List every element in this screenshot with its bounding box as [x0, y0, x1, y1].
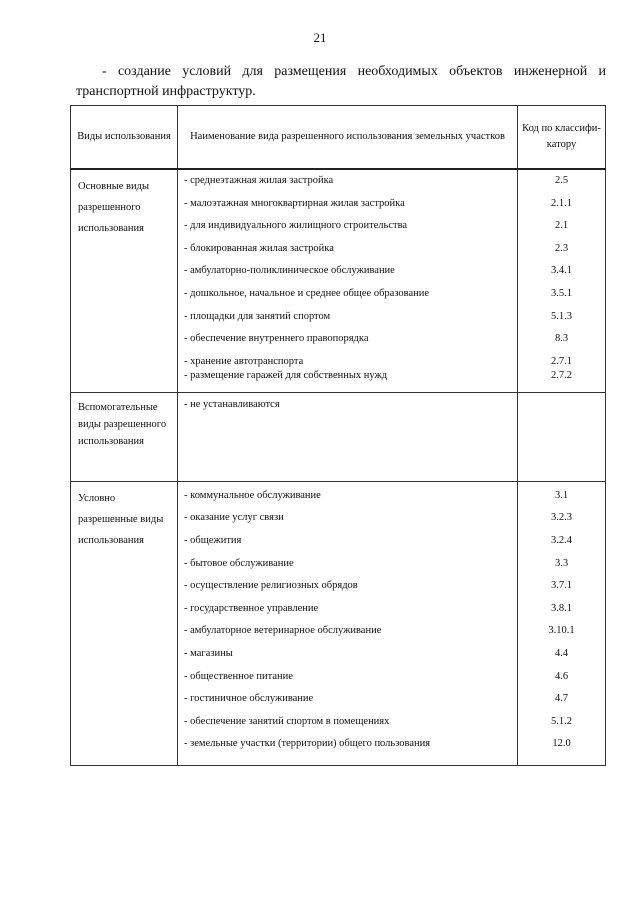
- code-item: 3.10.1: [548, 625, 575, 637]
- table-row: [71, 392, 606, 481]
- use-item: - коммунальное обслуживание: [184, 489, 321, 501]
- use-item: - бытовое обслуживание: [184, 557, 294, 569]
- code-item: 3.8.1: [551, 602, 572, 614]
- table-row: [71, 481, 606, 765]
- header-category: Виды использования: [71, 106, 178, 170]
- header-use-name: Наименование вида разрешенного использования земельных участков: [178, 106, 518, 170]
- permitted-use-table: [70, 105, 606, 766]
- table-header-row: [71, 106, 606, 170]
- code-item: 2.1.1: [551, 197, 572, 209]
- use-item: - малоэтажная многоквартирная жилая застройка: [184, 197, 405, 209]
- code-item: 5.1.2: [551, 715, 572, 727]
- use-item: - государственное управление: [184, 602, 319, 614]
- use-item: - для индивидуального жилищного строительства: [184, 220, 408, 232]
- code-item: 2.5: [554, 175, 569, 186]
- use-list-cell: [178, 169, 518, 392]
- code-item: 3.1: [554, 489, 569, 501]
- code-item: 4.6: [554, 670, 569, 682]
- use-list-cell: [178, 392, 518, 481]
- code-item: 4.4: [554, 647, 569, 659]
- code-item: 2.1: [554, 220, 569, 232]
- use-item: - размещение гаражей для собственных нужд: [184, 369, 388, 381]
- category-cell: Основные виды разрешенного использования: [71, 169, 178, 392]
- use-item: - оказание услуг связи: [184, 512, 284, 524]
- use-item: - магазины: [184, 647, 233, 659]
- use-item: - не устанавливаются: [184, 398, 280, 410]
- code-item: [518, 396, 605, 419]
- use-item: - обеспечение занятий спортом в помещениях: [184, 715, 390, 727]
- use-item: - среднеэтажная жилая застройка: [184, 175, 334, 186]
- use-item: - амбулаторно-поликлиническое обслуживание: [184, 265, 395, 277]
- use-item: - блокированная жилая застройка: [184, 242, 334, 254]
- table-row: [71, 169, 606, 392]
- code-list-cell: [518, 169, 606, 392]
- use-item: - осуществление религиозных обрядов: [184, 580, 358, 592]
- use-item: - общежития: [184, 534, 242, 546]
- code-item: 5.1.3: [551, 310, 572, 322]
- use-item: - площадки для занятий спортом: [184, 310, 331, 322]
- code-item: 3.4.1: [551, 265, 572, 277]
- code-item: 3.2.4: [551, 534, 572, 546]
- intro-paragraph: - создание условий для размещения необходимых объектов инженерной и транспортной инфраструктур.: [76, 64, 606, 99]
- use-list-cell: [178, 481, 518, 765]
- code-item: 4.7: [554, 693, 569, 705]
- use-item: - обеспечение внутреннего правопорядка: [184, 333, 369, 345]
- code-item: 3.3: [554, 557, 569, 569]
- use-item: - амбулаторное ветеринарное обслуживание: [184, 625, 382, 637]
- page-number: 21: [313, 30, 327, 45]
- use-item: - гостиничное обслуживание: [184, 693, 314, 705]
- code-item: 8.3: [554, 333, 569, 345]
- code-list-cell: [518, 392, 606, 481]
- use-item: - хранение автотранспорта: [184, 355, 304, 367]
- category-cell: Вспомогательные виды разрешенного использования: [71, 392, 178, 481]
- code-item: 2.7.1: [551, 355, 572, 367]
- code-item: 3.2.3: [551, 512, 572, 524]
- code-list-cell: [518, 481, 606, 765]
- use-item: - дошкольное, начальное и среднее общее образование: [184, 287, 430, 299]
- code-item: 2.3: [554, 242, 569, 254]
- code-item: 3.5.1: [551, 287, 572, 299]
- use-item: - земельные участки (территории) общего пользования: [184, 738, 431, 750]
- header-code: Код по классифи-катору: [518, 106, 606, 170]
- use-item: - общественное питание: [184, 670, 293, 682]
- code-item: 12.0: [552, 738, 571, 750]
- code-item: 2.7.2: [551, 369, 572, 381]
- category-cell: Условно разрешенные виды использования: [71, 481, 178, 765]
- code-item: 3.7.1: [551, 580, 572, 592]
